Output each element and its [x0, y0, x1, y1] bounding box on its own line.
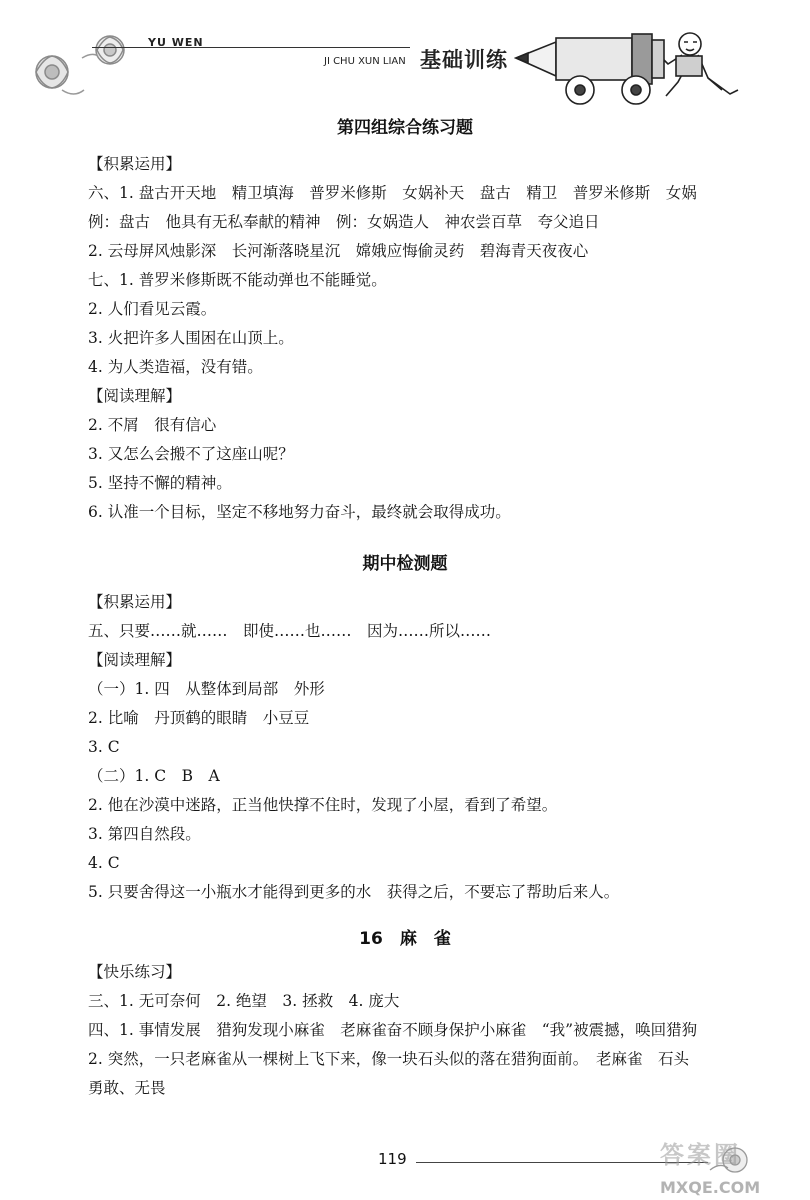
watermark-url: MXQE.COM [660, 1178, 761, 1197]
answer-line: 2. 突然，一只老麻雀从一棵树上飞下来，像一块石头似的落在猎狗面前。 老麻雀 石头 [88, 1050, 689, 1068]
answer-line: 3. C [88, 738, 120, 756]
answer-line: 3. 火把许多人围困在山顶上。 [88, 329, 294, 347]
watermark [660, 1135, 760, 1197]
answer-line: 2. 不屑 很有信心 [88, 416, 217, 434]
answer-line: 5. 只要舍得这一小瓶水才能得到更多的水 获得之后，不要忘了帮助后来人。 [88, 883, 620, 901]
answer-line: 例：盘古 他具有无私奉献的精神 例：女娲造人 神农尝百草 夸父追日 [88, 213, 600, 231]
answer-line: 3. 第四自然段。 [88, 825, 201, 843]
section-title: 第四组综合练习题 [337, 118, 473, 138]
pencil-cart-icon [508, 20, 788, 110]
flower-ornament-icon [22, 28, 142, 108]
answer-line: 6. 认准一个目标，坚定不移地努力奋斗，最终就会取得成功。 [88, 503, 511, 521]
answer-line: 【阅读理解】 [88, 651, 182, 669]
header-rule [92, 47, 410, 48]
answer-line: 五、只要……就…… 即使……也…… 因为……所以…… [88, 622, 492, 640]
answer-line: 2. 他在沙漠中迷路，正当他快撑不住时，发现了小屋，看到了希望。 [88, 796, 558, 814]
subject-label: YU WEN [148, 36, 204, 49]
section-title: 16 麻 雀 [359, 929, 451, 949]
series-title: 基础训练 [420, 47, 508, 72]
answer-line: 【快乐练习】 [88, 963, 182, 981]
answer-line: 【阅读理解】 [88, 387, 182, 405]
answer-line: 3. 又怎么会搬不了这座山呢？ [88, 445, 294, 463]
page-header [0, 0, 810, 110]
section-title: 期中检测题 [362, 554, 448, 574]
series-romanization: JI CHU XUN LIAN [324, 56, 406, 67]
answer-line: 2. 人们看见云霞。 [88, 300, 217, 318]
answer-line: 5. 坚持不懈的精神。 [88, 474, 232, 492]
answer-line: （一）1. 四 从整体到局部 外形 [88, 680, 325, 698]
answer-line: 【积累运用】 [88, 155, 182, 173]
page-number: 119 [378, 1150, 407, 1168]
answer-line: 四、1. 事情发展 猎狗发现小麻雀 老麻雀奋不顾身保护小麻雀 “我”被震撼，唤回猎狗 [88, 1021, 698, 1039]
answer-line: 2. 云母屏风烛影深 长河渐落晓星沉 嫦娥应悔偷灵药 碧海青天夜夜心 [88, 242, 589, 260]
answer-line: 【积累运用】 [88, 593, 182, 611]
answer-line: 六、1. 盘古开天地 精卫填海 普罗米修斯 女娲补天 盘古 精卫 普罗米修斯 女娲 [88, 184, 697, 202]
answer-line: 七、1. 普罗米修斯既不能动弹也不能睡觉。 [88, 271, 387, 289]
answer-line: 勇敢、无畏 [88, 1079, 166, 1097]
answer-line: （二）1. C B A [88, 767, 220, 785]
answer-line: 三、1. 无可奈何 2. 绝望 3. 拯救 4. 庞大 [88, 992, 400, 1010]
watermark-logo: 答案圈 [660, 1141, 741, 1169]
answer-line: 2. 比喻 丹顶鹤的眼睛 小豆豆 [88, 709, 310, 727]
answer-line: 4. 为人类造福，没有错。 [88, 358, 263, 376]
answer-line: 4. C [88, 854, 120, 872]
